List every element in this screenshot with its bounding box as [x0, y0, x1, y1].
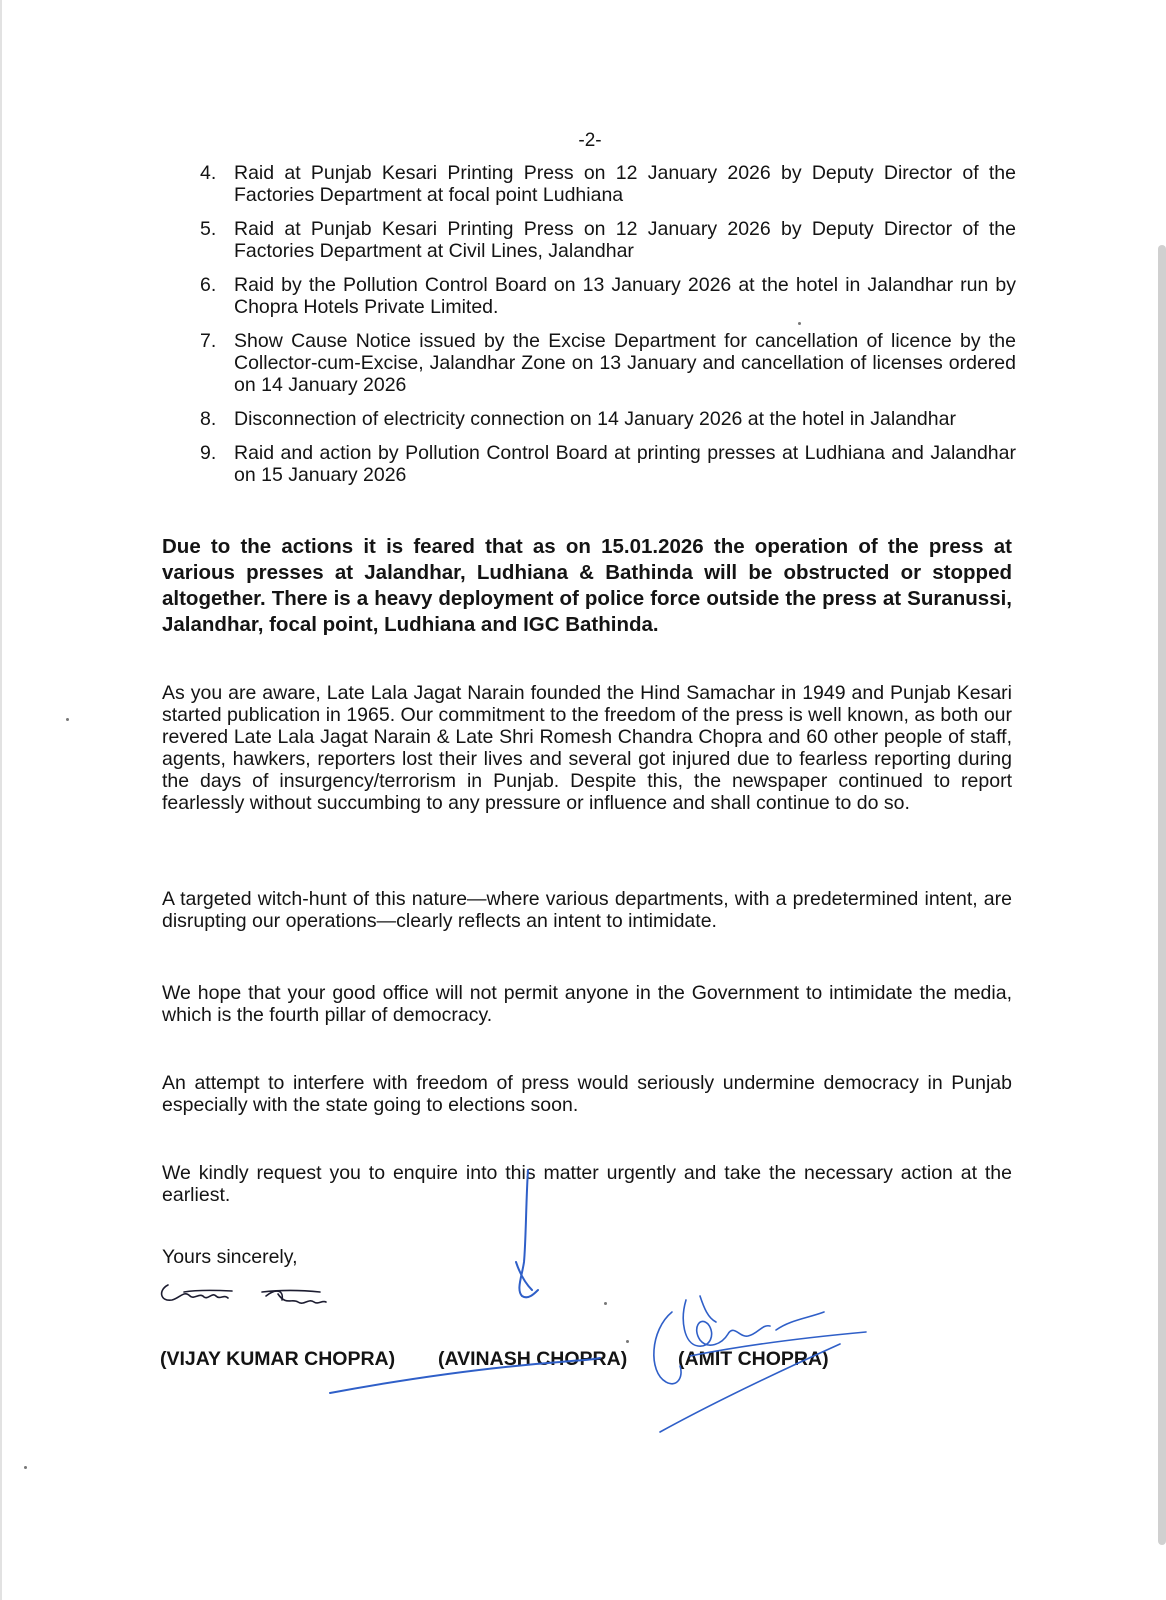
- numbered-list: [200, 162, 1016, 498]
- bold-paragraph: Due to the actions it is feared that as on 15.01.2026 the operation of the press at various presses at Jalandhar, Ludhiana & Bathinda will be obstructed or stopped altogether. There is a heavy deployment of police force outside the press at Suranussi, Jalandhar, focal point, Ludhiana and IGC Bathinda.: [162, 535, 1012, 636]
- list-item: [200, 162, 1016, 206]
- list-item-text: Raid and action by Pollution Control Board at printing presses at Ludhiana and Jalandhar on 15 January 2026: [234, 442, 1016, 486]
- signatory-vijay-kumar-chopra: (VIJAY KUMAR CHOPRA): [160, 1348, 396, 1370]
- signatory-avinash-chopra: (AVINASH CHOPRA): [438, 1348, 628, 1370]
- list-item-number: 7.: [200, 330, 217, 352]
- list-item-text: Raid by the Pollution Control Board on 13 January 2026 at the hotel in Jalandhar run by Chopra Hotels Private Limited.: [234, 274, 1016, 318]
- list-item-text: Raid at Punjab Kesari Printing Press on 12 January 2026 by Deputy Director of the Factories Department at focal point Ludhiana: [234, 162, 1016, 206]
- paragraph-witch-hunt: A targeted witch-hunt of this nature—where various departments, with a predetermined intent, are disrupting our operations—clearly reflects an intent to intimidate.: [162, 888, 1012, 932]
- scan-speck: [66, 718, 69, 721]
- list-item: [200, 218, 1016, 262]
- paragraph-history: As you are aware, Late Lala Jagat Narain founded the Hind Samachar in 1949 and Punjab Kesari started publication in 1965. Our commitment to the freedom of the press is well known, as both our revered Late Lala Jagat Narain & Late Shri Romesh Chandra Chopra and 60 other people of staff, agents, hawkers, reporters lost their lives and several got injured due to fearless reporting during the days of insurgency/terrorism in Punjab. Despite this, the newspaper continued to report fearlessly without succumbing to any pressure or influence and shall continue to do so.: [162, 682, 1012, 814]
- list-item: [200, 330, 1016, 396]
- list-item-number: 9.: [200, 442, 217, 464]
- paragraph-good-office: We hope that your good office will not permit anyone in the Government to intimidate the media, which is the fourth pillar of democracy.: [162, 982, 1012, 1026]
- page-number: -2-: [578, 130, 602, 151]
- list-item-text: Raid at Punjab Kesari Printing Press on 12 January 2026 by Deputy Director of the Factories Department at Civil Lines, Jalandhar: [234, 218, 1016, 262]
- signature-vijay-kumar-chopra: [162, 1285, 326, 1303]
- list-item: [200, 442, 1016, 486]
- list-item: [200, 408, 1016, 430]
- list-item-number: 8.: [200, 408, 217, 430]
- list-item-number: 6.: [200, 274, 217, 296]
- list-item: [200, 274, 1016, 318]
- scan-speck: [626, 1340, 629, 1343]
- paragraph-democracy: An attempt to interfere with freedom of press would seriously undermine democracy in Punjab especially with the state going to elections soon.: [162, 1072, 1012, 1116]
- scan-speck: [798, 322, 801, 325]
- list-item-text: Show Cause Notice issued by the Excise Department for cancellation of licence by the Collector-cum-Excise, Jalandhar Zone on 13 January and cancellation of licenses ordered on 14 January 2026: [234, 330, 1016, 396]
- scan-speck: [24, 1466, 27, 1469]
- page-edge: [0, 0, 2, 1600]
- list-item-number: 5.: [200, 218, 217, 240]
- scan-speck: [604, 1302, 607, 1305]
- signatory-amit-chopra: (AMIT CHOPRA): [678, 1348, 829, 1370]
- list-item-text: Disconnection of electricity connection on 14 January 2026 at the hotel in Jalandhar: [234, 408, 956, 430]
- paragraph-request: We kindly request you to enquire into this matter urgently and take the necessary action at the earliest.: [162, 1162, 1012, 1206]
- list-item-number: 4.: [200, 162, 217, 184]
- scrollbar[interactable]: [1158, 245, 1166, 1545]
- closing-salutation: Yours sincerely,: [162, 1246, 298, 1268]
